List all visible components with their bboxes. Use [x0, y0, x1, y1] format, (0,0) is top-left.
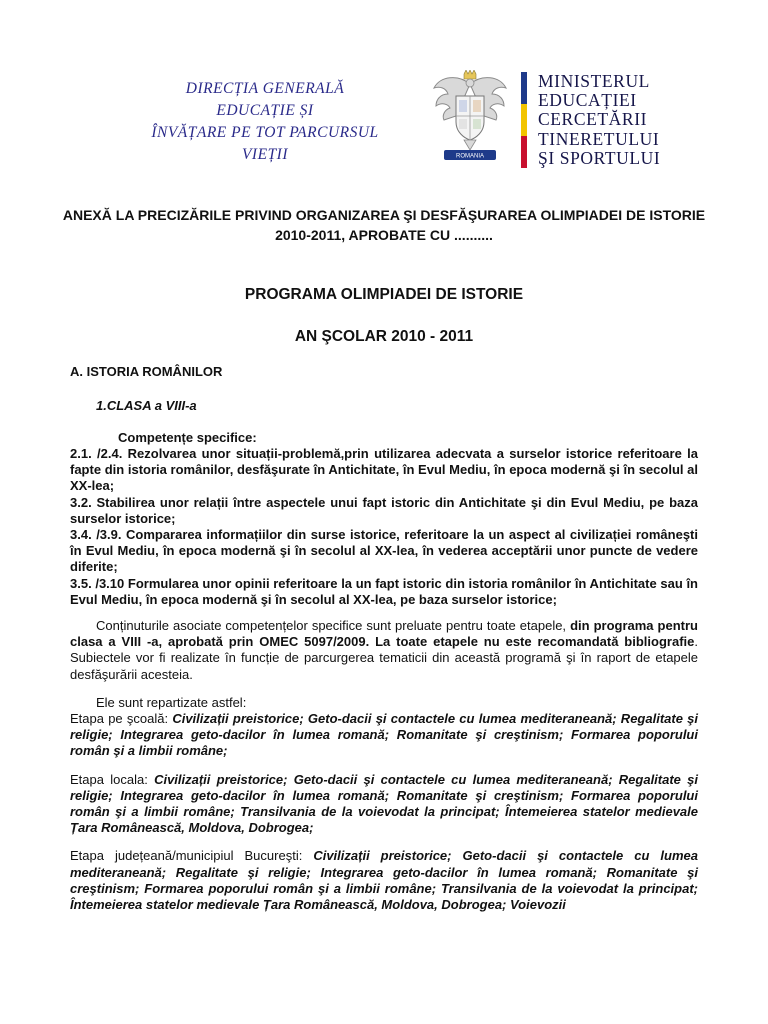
competence-item: 3.2. Stabilirea unor relații între aspectele unui fapt istoric din Antichitate şi din Evul Mediu, pe baza surselor istorice;: [70, 494, 698, 526]
letterhead: [0, 70, 768, 180]
flag-stripe-red: [521, 136, 527, 168]
directorate-name: [150, 78, 380, 166]
contents-section: [70, 618, 698, 913]
flag-stripe-blue: [521, 72, 527, 104]
crest-label: ROMANIA: [455, 153, 485, 160]
competence-item: 2.1. /2.4. Rezolvarea unor situații-problemă,prin utilizarea adecvata a surselor istorice referitoare la fapte din istoria românilor, desfăşurate în Antichitate, în Evul Mediu, în epoca modernă şi în secolul al XX-lea;: [70, 446, 698, 494]
competences-heading: Competențe specifice:: [118, 430, 257, 445]
ministry-line: ŞI SPORTULUI: [538, 147, 661, 168]
ministry-name: [538, 72, 698, 168]
contents-text: Conținuturile asociate competențelor specifice sunt preluate pentru toate etapele,: [96, 618, 571, 633]
coat-of-arms-icon: [430, 70, 510, 166]
stage-label: Etapa pe şcoală:: [70, 711, 173, 727]
class-heading: 1.CLASA a VIII-a: [96, 398, 197, 413]
competences-list: [70, 446, 698, 608]
stage-paragraph: [70, 848, 698, 913]
stage-paragraph: [70, 711, 698, 760]
directorate-line: ÎNVĂȚARE PE TOT PARCURSUL: [151, 124, 379, 141]
ministry-line: TINERETULUI: [538, 128, 660, 149]
flag-stripe-yellow: [521, 104, 527, 136]
stage-label: Etapa locala:: [70, 771, 155, 787]
stage-label: Etapa județeană/municipiul Bucureşti:: [70, 848, 314, 864]
stage-topics: Civilizații preistorice; Geto-dacii şi contactele cu lumea mediteraneană; Regalitate şi religie; Integrarea geto-dacilor în lumea romană; Romanitate şi creştinism; Formarea poporului român şi a limbii române; Transilvania de la voievodat la principat; Întemeierea statelor medievale Țara Românească, Moldova, Dobrogea;: [70, 771, 698, 836]
curriculum-reference: din programa pentru clasa a VIII -a, aprobată prin OMEC 5097/2009. La toate etapele nu este recomandată bibliografie: [70, 618, 698, 650]
section-heading: A. ISTORIA ROMÂNILOR: [70, 364, 223, 379]
annex-title: ANEXĂ LA PRECIZĂRILE PRIVIND ORGANIZAREA ŞI DESFĂŞURAREA OLIMPIADEI DE ISTORIE 2010-2011, APROBATE CU ..........: [62, 207, 706, 243]
directorate-line: EDUCAȚIE ȘI: [216, 102, 314, 119]
program-title: PROGRAMA OLIMPIADEI DE ISTORIE: [244, 286, 524, 303]
directorate-line: DIRECȚIA GENERALĂ: [185, 80, 345, 97]
competence-item: 3.5. /3.10 Formularea unor opinii referitoare la un fapt istoric din istoria românilor în Antichitate sau în Evul Mediu, în epoca modernă şi în secolul al XX-lea, pe baza surselor istorice;: [70, 575, 698, 607]
ministry-line: EDUCAȚIEI: [538, 90, 637, 111]
stage-paragraph: [70, 772, 698, 837]
stage-topics: Civilizații preistorice; Geto-dacii şi contactele cu lumea mediteraneană; Regalitate şi religie; Integrarea geto-dacilor în lumea romană; Romanitate şi creştinism; Formarea poporului român şi a limbii române;: [70, 711, 699, 759]
tricolor-flag: [521, 72, 527, 168]
distribution-intro: Ele sunt repartizate astfel:: [96, 694, 247, 710]
directorate-line: VIEȚII: [241, 146, 289, 163]
school-year: AN ŞCOLAR 2010 - 2011: [294, 328, 474, 345]
competence-item: 3.4. /3.9. Compararea informațiilor din surse istorice, referitoare la un aspect al civilizației româneşti în Evul Mediu, în epoca modernă şi în secolul al XX-lea, în vederea acceptării unor puncte de vedere diferite;: [70, 527, 698, 575]
contents-text-end: . Subiectele vor fi realizate în funcție de parcurgerea tematicii din această programă şi în raport de etapele desfăşurării acesteia.: [70, 634, 698, 682]
contents-paragraph: [70, 618, 698, 683]
ministry-line: MINISTERUL: [538, 71, 650, 91]
stage-topics: Civilizații preistorice; Geto-dacii şi contactele cu lumea mediteraneană; Regalitate şi religie; Integrarea geto-dacilor în lumea romană; Romanitate şi creştinism; Formarea poporului român şi a limbii române; Transilvania de la voievodat la principat; Întemeierea statelor medievale Țara Românească, Moldova, Dobrogea; Voievozii: [70, 848, 698, 913]
ministry-line: CERCETĂRII: [538, 109, 648, 130]
